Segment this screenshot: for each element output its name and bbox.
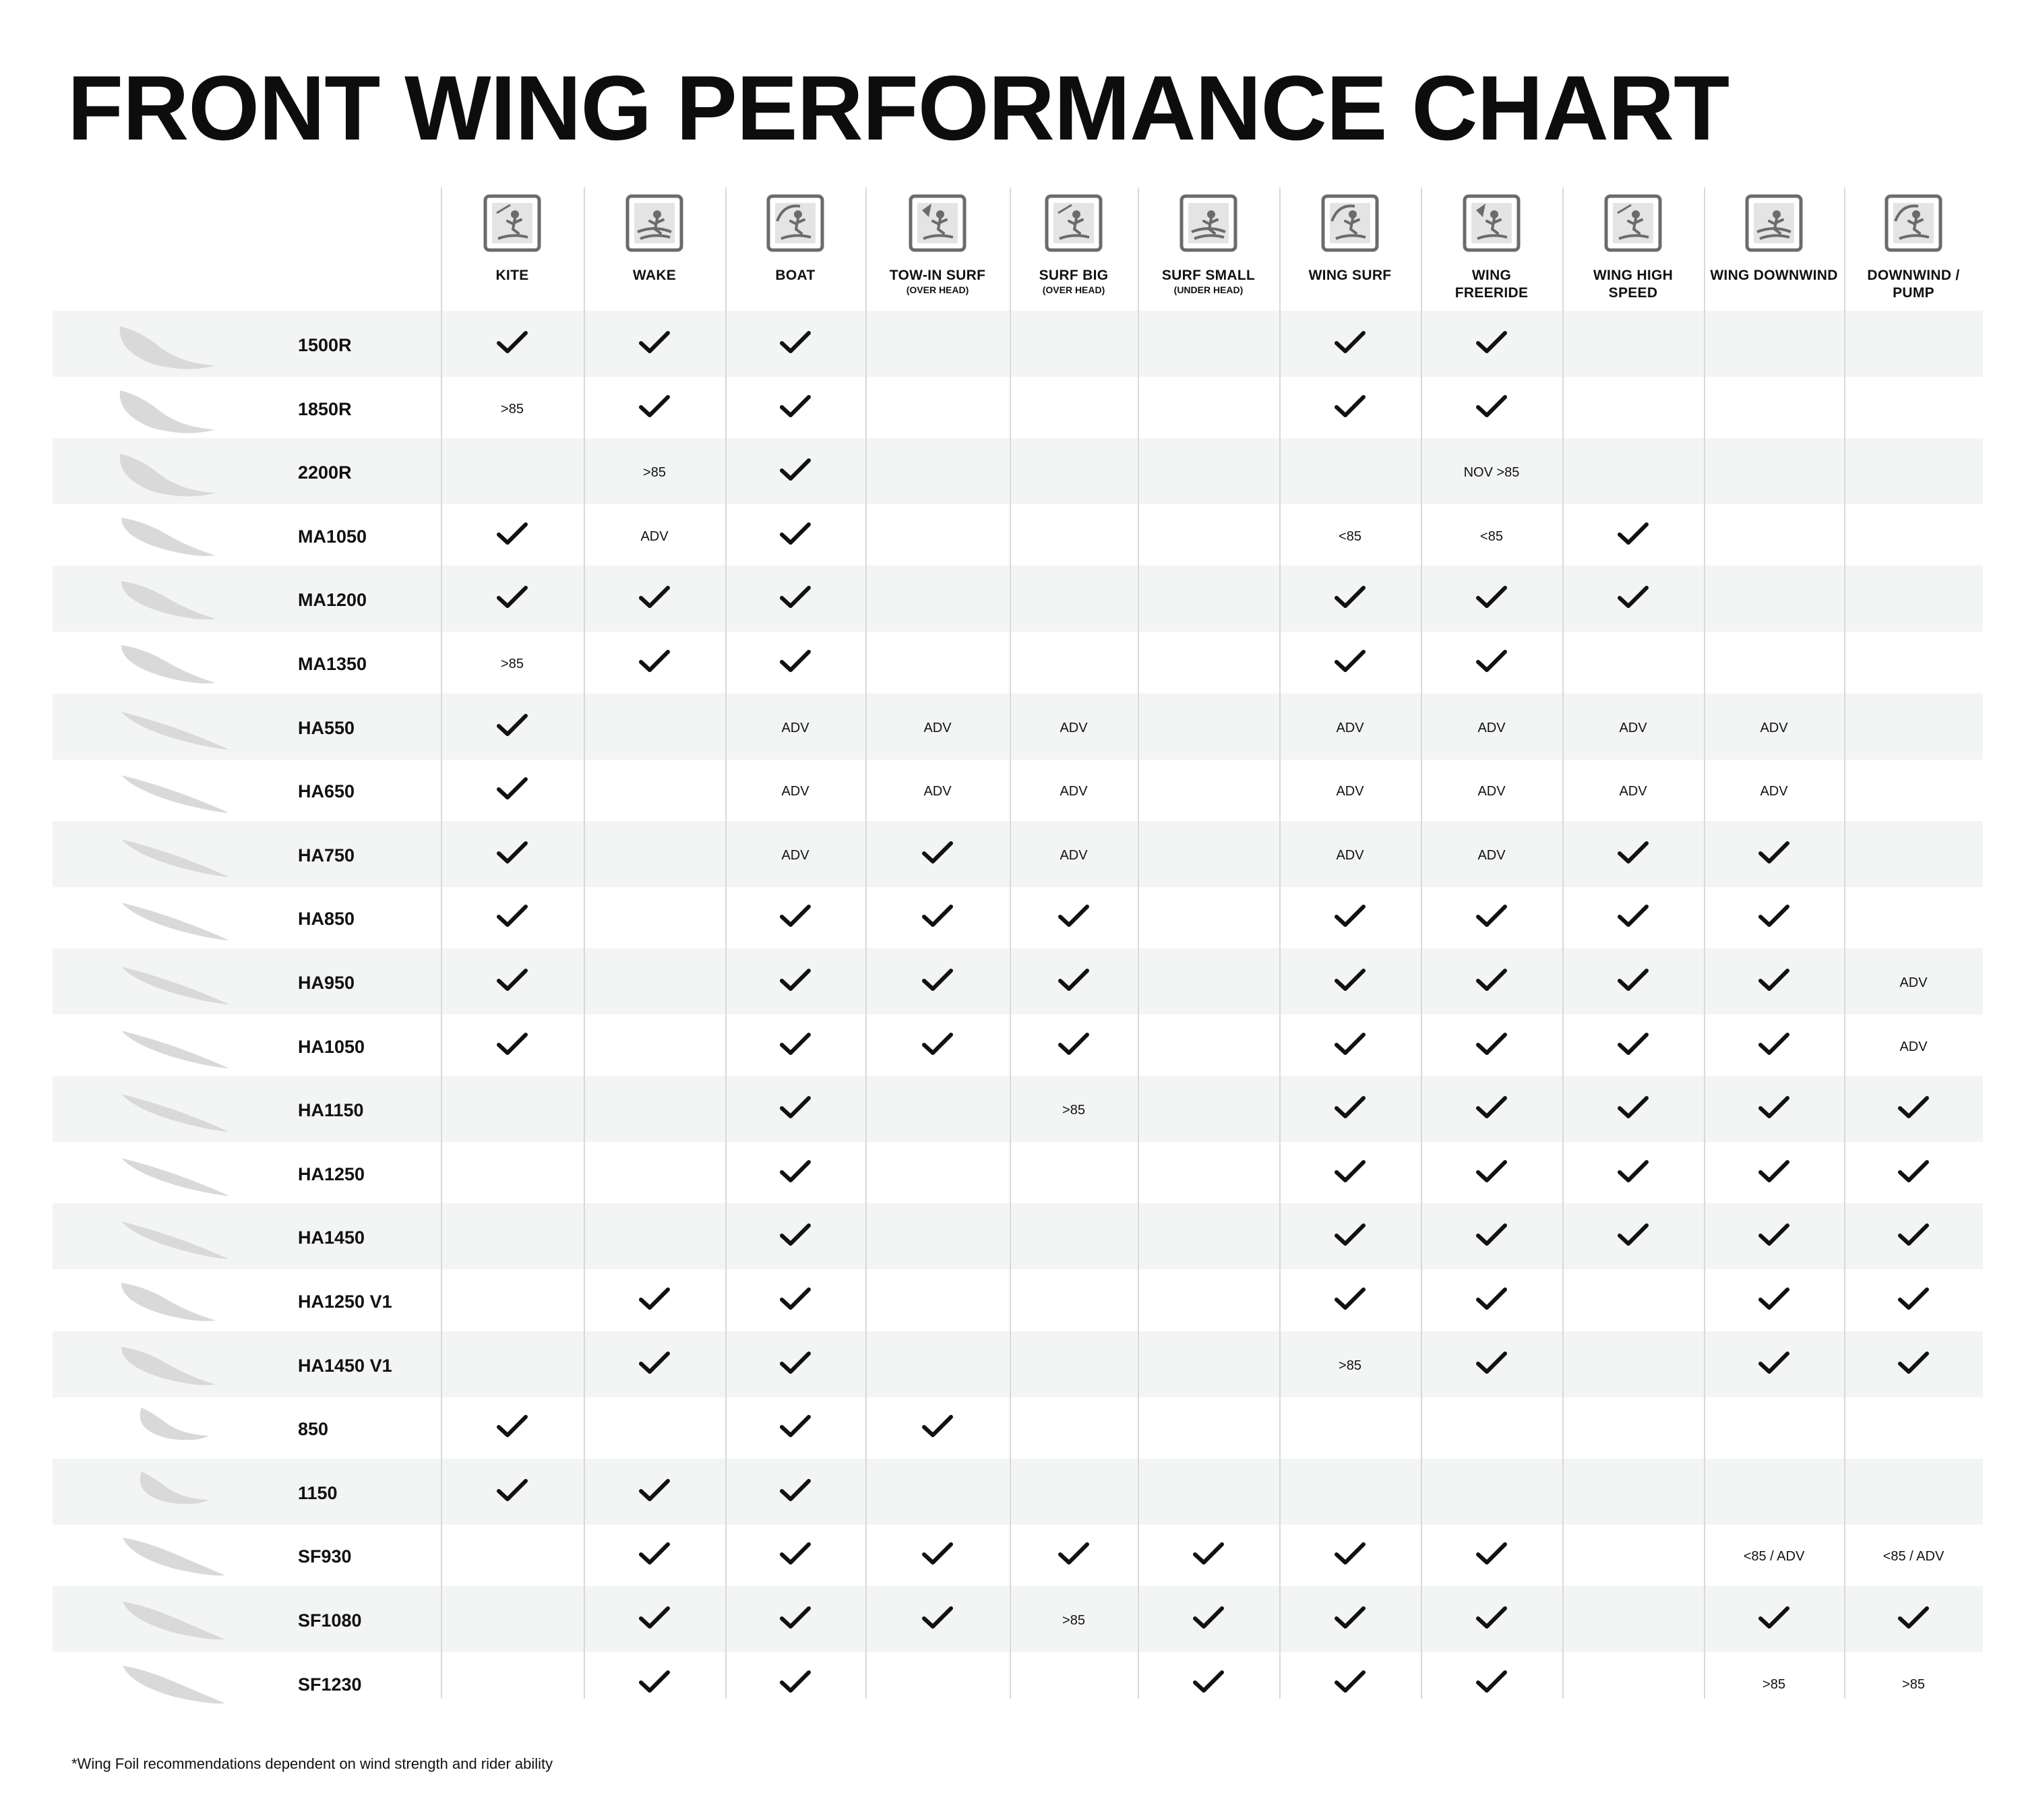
check-mark bbox=[1138, 1604, 1279, 1631]
check-mark bbox=[1562, 584, 1704, 611]
check-mark bbox=[725, 1158, 865, 1185]
cell-text: ADV bbox=[1899, 1039, 1928, 1054]
check-mark bbox=[1704, 1158, 1844, 1185]
column-label: WING HIGH SPEED bbox=[1593, 268, 1674, 301]
cell-value bbox=[1844, 1674, 1983, 1697]
check-mark bbox=[1844, 1221, 1983, 1248]
performance-table bbox=[53, 0, 1983, 1820]
wake-icon bbox=[584, 194, 725, 252]
check-mark bbox=[1562, 1094, 1704, 1121]
check-mark bbox=[725, 393, 865, 420]
wing-silhouette bbox=[115, 317, 236, 371]
cell-text: ADV bbox=[1477, 784, 1506, 799]
column-header bbox=[441, 194, 584, 284]
wing-silhouette bbox=[115, 700, 236, 754]
cell-text: ADV bbox=[923, 720, 952, 735]
column-header bbox=[865, 194, 1010, 295]
check-mark bbox=[1704, 1031, 1844, 1058]
column-divider bbox=[865, 187, 867, 1699]
check-mark bbox=[584, 393, 725, 420]
check-mark bbox=[1421, 1031, 1562, 1058]
row-label: SF1230 bbox=[298, 1674, 362, 1695]
row-label: HA650 bbox=[298, 781, 355, 802]
check-mark bbox=[1562, 1221, 1704, 1248]
check-mark bbox=[1279, 1221, 1421, 1248]
cell-text: ADV bbox=[1760, 720, 1788, 735]
check-mark bbox=[1562, 967, 1704, 994]
column-label: BOAT bbox=[775, 268, 816, 283]
wing-silhouette bbox=[115, 1082, 236, 1136]
check-mark bbox=[1704, 1094, 1844, 1121]
row-label: 1500R bbox=[298, 335, 352, 355]
check-mark bbox=[1704, 1221, 1844, 1248]
check-mark bbox=[1704, 903, 1844, 930]
check-mark bbox=[1138, 1668, 1279, 1695]
column-header bbox=[1562, 194, 1704, 302]
check-mark bbox=[1279, 584, 1421, 611]
cell-value bbox=[1844, 972, 1983, 995]
column-divider bbox=[1844, 187, 1845, 1699]
cell-text: ADV bbox=[1060, 784, 1088, 799]
tow-in-surf-icon bbox=[865, 194, 1010, 252]
check-mark bbox=[584, 1349, 725, 1376]
check-mark bbox=[1421, 329, 1562, 356]
surf-big-icon bbox=[1010, 194, 1138, 252]
cell-text: ADV bbox=[1477, 720, 1506, 735]
check-mark bbox=[1421, 584, 1562, 611]
cell-value bbox=[1844, 1546, 1983, 1569]
wing-downwind-icon bbox=[1704, 194, 1844, 252]
check-mark bbox=[1704, 1285, 1844, 1312]
check-mark bbox=[725, 1668, 865, 1695]
wing-silhouette bbox=[115, 1656, 236, 1710]
cell-value bbox=[1844, 1036, 1983, 1059]
column-divider bbox=[1138, 187, 1139, 1699]
row-label: 1850R bbox=[298, 398, 352, 419]
column-label: WING FREERIDE bbox=[1454, 268, 1529, 301]
cell-text: ADV bbox=[1760, 784, 1788, 799]
check-mark bbox=[1704, 1349, 1844, 1376]
cell-value bbox=[1279, 1355, 1421, 1378]
check-mark bbox=[865, 1031, 1010, 1058]
check-mark bbox=[441, 967, 584, 994]
check-mark bbox=[1562, 903, 1704, 930]
wing-silhouette bbox=[115, 636, 236, 690]
row-label: HA1250 V1 bbox=[298, 1292, 392, 1312]
check-mark bbox=[1279, 329, 1421, 356]
column-header bbox=[1844, 194, 1983, 302]
cell-text: <85 / ADV bbox=[1882, 1549, 1944, 1565]
column-label: TOW-IN SURF bbox=[889, 268, 986, 283]
column-divider bbox=[1010, 187, 1011, 1699]
cell-text: >85 bbox=[643, 465, 666, 481]
cell-value bbox=[1279, 717, 1421, 740]
boat-icon bbox=[725, 194, 865, 252]
wing-silhouette bbox=[115, 890, 236, 944]
cell-text: ADV bbox=[1336, 720, 1364, 735]
row-label: HA750 bbox=[298, 845, 355, 866]
row-label: HA950 bbox=[298, 973, 355, 993]
check-mark bbox=[1421, 1604, 1562, 1631]
row-shading bbox=[53, 1459, 1983, 1525]
column-sublabel: (OVER HEAD) bbox=[906, 284, 969, 295]
downwind-pump-icon bbox=[1844, 194, 1983, 252]
check-mark bbox=[725, 648, 865, 675]
row-label: HA1050 bbox=[298, 1036, 365, 1057]
cell-text: >85 bbox=[501, 401, 524, 417]
row-label: HA1250 bbox=[298, 1163, 365, 1184]
column-header bbox=[1704, 194, 1844, 284]
row-label: HA1450 bbox=[298, 1227, 365, 1248]
check-mark bbox=[1562, 1158, 1704, 1185]
cell-value bbox=[1421, 845, 1562, 868]
check-mark bbox=[1279, 903, 1421, 930]
column-label: KITE bbox=[495, 268, 529, 283]
check-mark bbox=[865, 1540, 1010, 1567]
cell-text: >85 bbox=[1062, 1613, 1085, 1628]
check-mark bbox=[1421, 1285, 1562, 1312]
cell-value bbox=[584, 462, 725, 485]
column-label: WAKE bbox=[632, 268, 677, 283]
column-label: SURF BIG bbox=[1039, 268, 1109, 283]
cell-text: >85 bbox=[501, 657, 524, 671]
wing-high-speed-icon bbox=[1562, 194, 1704, 252]
check-mark bbox=[1562, 520, 1704, 547]
cell-value bbox=[441, 398, 584, 421]
cell-text: ADV bbox=[1619, 784, 1647, 799]
cell-value bbox=[865, 781, 1010, 803]
cell-text: ADV bbox=[923, 784, 952, 799]
check-mark bbox=[584, 1285, 725, 1312]
cell-text: <85 bbox=[1480, 528, 1503, 544]
column-label: SURF SMALL bbox=[1161, 268, 1256, 283]
wing-silhouette bbox=[115, 444, 236, 498]
check-mark bbox=[1844, 1158, 1983, 1185]
cell-value bbox=[1704, 1674, 1844, 1697]
cell-text: <85 bbox=[1339, 528, 1361, 544]
check-mark bbox=[725, 1540, 865, 1567]
cell-text: ADV bbox=[1336, 847, 1364, 863]
row-label: SF930 bbox=[298, 1546, 352, 1567]
check-mark bbox=[1279, 1285, 1421, 1312]
check-mark bbox=[725, 584, 865, 611]
check-mark bbox=[865, 1413, 1010, 1440]
check-mark bbox=[1279, 1031, 1421, 1058]
wing-silhouette bbox=[115, 1592, 236, 1646]
check-mark bbox=[441, 329, 584, 356]
chart-title: FRONT WING PERFORMANCE CHART bbox=[67, 57, 1729, 159]
wing-silhouette bbox=[115, 954, 236, 1008]
check-mark bbox=[441, 520, 584, 547]
check-mark bbox=[1279, 1158, 1421, 1185]
row-label: 1150 bbox=[298, 1482, 338, 1503]
check-mark bbox=[1138, 1540, 1279, 1567]
kite-icon bbox=[441, 194, 584, 252]
row-label: SF1080 bbox=[298, 1610, 362, 1631]
wing-silhouette bbox=[115, 572, 236, 626]
check-mark bbox=[1421, 648, 1562, 675]
check-mark bbox=[1279, 648, 1421, 675]
check-mark bbox=[1421, 1349, 1562, 1376]
check-mark bbox=[865, 839, 1010, 866]
column-label: WING SURF bbox=[1308, 268, 1392, 283]
check-mark bbox=[1421, 1668, 1562, 1695]
row-label: HA1450 V1 bbox=[298, 1355, 392, 1376]
check-mark bbox=[1562, 1031, 1704, 1058]
check-mark bbox=[1279, 393, 1421, 420]
cell-value bbox=[1421, 462, 1562, 485]
cell-text: ADV bbox=[781, 784, 809, 799]
cell-value bbox=[1421, 717, 1562, 740]
wing-surf-icon bbox=[1279, 194, 1421, 252]
check-mark bbox=[441, 1413, 584, 1440]
check-mark bbox=[1844, 1094, 1983, 1121]
cell-value bbox=[725, 845, 865, 868]
wing-silhouette bbox=[115, 1337, 236, 1391]
cell-text: ADV bbox=[781, 720, 809, 735]
cell-value bbox=[1010, 845, 1138, 868]
column-header bbox=[1279, 194, 1421, 284]
check-mark bbox=[1562, 839, 1704, 866]
check-mark bbox=[725, 329, 865, 356]
column-label: WING DOWNWIND bbox=[1710, 268, 1838, 283]
check-mark bbox=[1421, 903, 1562, 930]
wing-silhouette bbox=[115, 1401, 236, 1455]
check-mark bbox=[1844, 1349, 1983, 1376]
check-mark bbox=[1704, 839, 1844, 866]
check-mark bbox=[725, 903, 865, 930]
check-mark bbox=[725, 456, 865, 483]
check-mark bbox=[441, 1477, 584, 1504]
cell-value bbox=[1010, 1610, 1138, 1633]
column-divider bbox=[1562, 187, 1564, 1699]
check-mark bbox=[1010, 1031, 1138, 1058]
wing-silhouette bbox=[115, 827, 236, 881]
check-mark bbox=[441, 1031, 584, 1058]
cell-value bbox=[1562, 781, 1704, 803]
cell-value bbox=[865, 717, 1010, 740]
cell-value bbox=[1421, 526, 1562, 549]
row-label: MA1350 bbox=[298, 654, 367, 674]
check-mark bbox=[584, 1668, 725, 1695]
cell-text: ADV bbox=[781, 847, 809, 863]
check-mark bbox=[725, 1285, 865, 1312]
check-mark bbox=[441, 903, 584, 930]
cell-text: ADV bbox=[1619, 720, 1647, 735]
check-mark bbox=[865, 967, 1010, 994]
cell-text: <85 / ADV bbox=[1743, 1549, 1805, 1565]
cell-text: ADV bbox=[1477, 847, 1506, 863]
cell-value bbox=[1279, 526, 1421, 549]
check-mark bbox=[1279, 1540, 1421, 1567]
check-mark bbox=[725, 1604, 865, 1631]
cell-value bbox=[1010, 1099, 1138, 1122]
check-mark bbox=[865, 1604, 1010, 1631]
row-label: MA1200 bbox=[298, 590, 367, 611]
wing-silhouette bbox=[115, 381, 236, 435]
check-mark bbox=[865, 903, 1010, 930]
column-header bbox=[1138, 194, 1279, 295]
cell-text: >85 bbox=[1902, 1676, 1925, 1692]
check-mark bbox=[1421, 967, 1562, 994]
check-mark bbox=[1704, 967, 1844, 994]
row-label: 2200R bbox=[298, 462, 352, 483]
check-mark bbox=[1844, 1285, 1983, 1312]
row-label: 850 bbox=[298, 1419, 329, 1440]
check-mark bbox=[1279, 967, 1421, 994]
check-mark bbox=[1844, 1604, 1983, 1631]
footnote: *Wing Foil recommendations dependent on wind strength and rider ability bbox=[71, 1755, 553, 1772]
row-label: HA1150 bbox=[298, 1100, 364, 1121]
column-header bbox=[725, 194, 865, 284]
cell-value bbox=[584, 526, 725, 549]
cell-value bbox=[1010, 781, 1138, 803]
check-mark bbox=[441, 712, 584, 739]
surf-small-icon bbox=[1138, 194, 1279, 252]
check-mark bbox=[1010, 967, 1138, 994]
check-mark bbox=[725, 1221, 865, 1248]
wing-silhouette bbox=[115, 508, 236, 562]
cell-value bbox=[441, 653, 584, 676]
row-label: HA850 bbox=[298, 909, 355, 930]
check-mark bbox=[725, 1477, 865, 1504]
check-mark bbox=[1421, 1094, 1562, 1121]
column-label: DOWNWIND / PUMP bbox=[1867, 268, 1960, 301]
cell-value bbox=[1704, 1546, 1844, 1569]
check-mark bbox=[1010, 1540, 1138, 1567]
cell-text: ADV bbox=[1060, 847, 1088, 863]
check-mark bbox=[1421, 393, 1562, 420]
cell-value bbox=[1010, 717, 1138, 740]
cell-text: >85 bbox=[1763, 1676, 1785, 1692]
cell-value bbox=[1704, 781, 1844, 803]
column-header bbox=[584, 194, 725, 284]
wing-silhouette bbox=[115, 763, 236, 817]
wing-silhouette bbox=[115, 1273, 236, 1327]
wing-silhouette bbox=[115, 1146, 236, 1200]
column-header bbox=[1421, 194, 1562, 302]
check-mark bbox=[725, 1349, 865, 1376]
cell-value bbox=[1704, 717, 1844, 740]
cell-text: ADV bbox=[1899, 975, 1928, 990]
row-label: HA550 bbox=[298, 717, 355, 738]
column-sublabel: (OVER HEAD) bbox=[1042, 284, 1105, 295]
column-sublabel: (UNDER HEAD) bbox=[1173, 284, 1244, 295]
cell-value bbox=[1279, 781, 1421, 803]
check-mark bbox=[725, 520, 865, 547]
wing-silhouette bbox=[115, 1019, 236, 1072]
check-mark bbox=[441, 584, 584, 611]
cell-text: ADV bbox=[640, 528, 669, 544]
check-mark bbox=[584, 329, 725, 356]
check-mark bbox=[584, 1540, 725, 1567]
check-mark bbox=[1279, 1604, 1421, 1631]
wing-silhouette bbox=[115, 1465, 236, 1519]
cell-text: NOV >85 bbox=[1463, 465, 1520, 481]
column-header bbox=[1010, 194, 1138, 295]
cell-value bbox=[725, 781, 865, 803]
cell-text: >85 bbox=[1062, 1103, 1085, 1118]
check-mark bbox=[725, 967, 865, 994]
check-mark bbox=[1704, 1604, 1844, 1631]
cell-value bbox=[1421, 781, 1562, 803]
check-mark bbox=[584, 648, 725, 675]
cell-text: >85 bbox=[1339, 1358, 1361, 1373]
cell-value bbox=[725, 717, 865, 740]
cell-text: ADV bbox=[1060, 720, 1088, 735]
cell-value bbox=[1279, 845, 1421, 868]
row-label: MA1050 bbox=[298, 526, 367, 547]
wing-freeride-icon bbox=[1421, 194, 1562, 252]
cell-value bbox=[1562, 717, 1704, 740]
check-mark bbox=[584, 1604, 725, 1631]
check-mark bbox=[725, 1094, 865, 1121]
check-mark bbox=[441, 839, 584, 866]
wing-silhouette bbox=[115, 1209, 236, 1263]
wing-silhouette bbox=[115, 1528, 236, 1582]
check-mark bbox=[1421, 1221, 1562, 1248]
check-mark bbox=[441, 775, 584, 802]
check-mark bbox=[1421, 1158, 1562, 1185]
check-mark bbox=[725, 1413, 865, 1440]
check-mark bbox=[584, 584, 725, 611]
check-mark bbox=[725, 1031, 865, 1058]
check-mark bbox=[1421, 1540, 1562, 1567]
check-mark bbox=[584, 1477, 725, 1504]
cell-text: ADV bbox=[1336, 784, 1364, 799]
check-mark bbox=[1279, 1668, 1421, 1695]
check-mark bbox=[1279, 1094, 1421, 1121]
column-divider bbox=[1704, 187, 1705, 1699]
check-mark bbox=[1010, 903, 1138, 930]
